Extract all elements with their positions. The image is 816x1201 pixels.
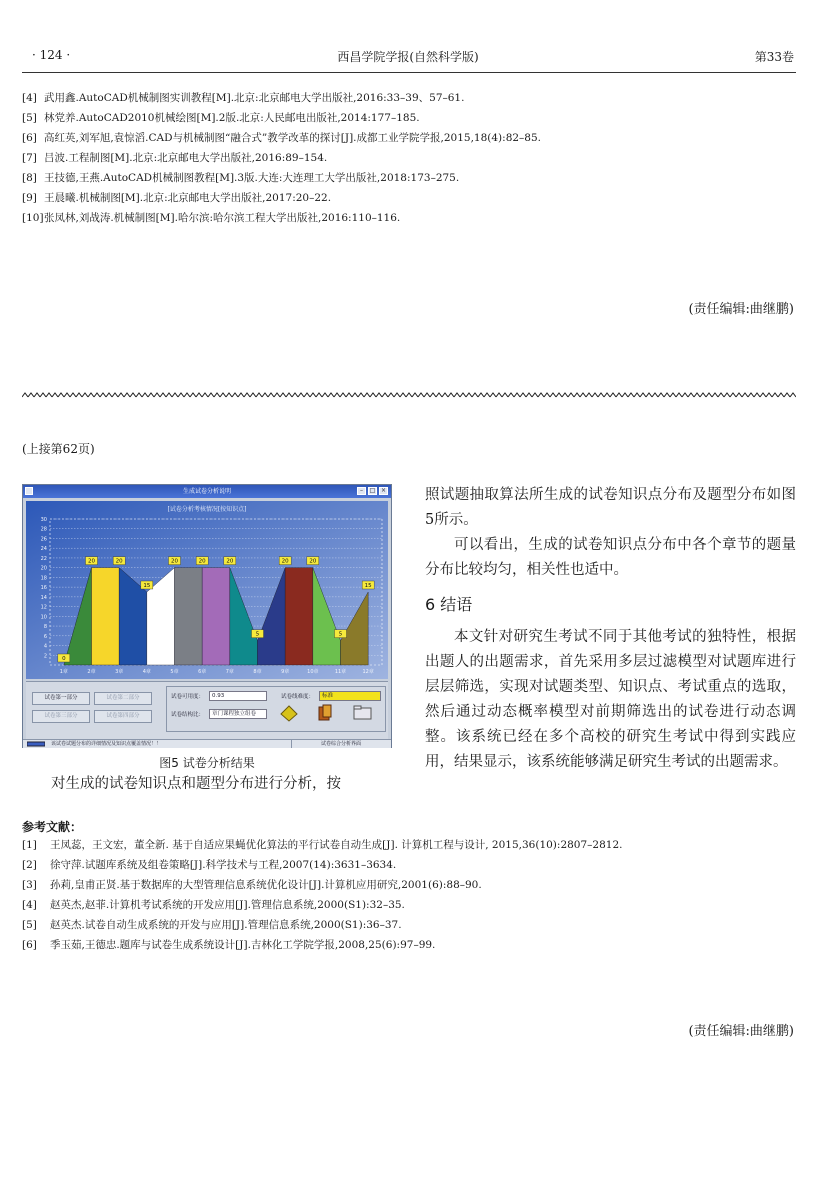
y-tick-label: 8 [43,624,47,631]
reference-item [22,858,396,872]
reference-text: 王晨曦.机械制图[M].北京:北京邮电大学出版社,2017:20–22. [44,192,332,204]
app-icon [25,487,33,495]
data-label: 20 [171,558,178,565]
tab-part-1[interactable]: 试卷第一部分 [32,692,90,705]
x-tick-label: 2章 [87,669,96,675]
right-paragraph-1: 照试题抽取算法所生成的试卷知识点分布及题型分布如图5所示。 [425,487,796,528]
data-label: 20 [281,558,289,565]
y-tick-label: 10 [40,614,47,621]
section-heading: 6 结语 [425,595,473,614]
y-tick-label: 2 [43,653,47,660]
reference-text: 高红英,刘军旭,袁惊滔.CAD与机械制图“融合式”教学改革的探讨[J].成都工业学院学报,2015,18(4):82–85. [44,132,542,144]
status-indicator-icon [27,741,45,747]
reference-item [22,111,420,125]
data-label: 15 [364,583,372,589]
journal-title: 西昌学院学报(自然科学版) [337,50,479,64]
area-segment-5 [175,568,203,665]
reference-item [22,838,622,852]
data-label: 20 [226,558,234,565]
data-label: 5 [255,631,260,638]
reference-text: 赵英杰.试卷自动生成系统的开发与应用[J].管理信息系统,2000(S1):36–37. [50,919,402,931]
reference-item [22,131,541,145]
reference-number: [10] [22,212,44,224]
area-segment-6 [202,568,230,665]
reference-item [22,91,464,105]
status-left-text: 该试卷试题分布的详细情况及知识点覆盖情况！！ [51,741,162,747]
field-structure-input[interactable]: 章门课程独立组卷 [209,709,267,719]
editor-note-bottom: (责任编辑:曲继鹏) [688,1024,794,1039]
analysis-group [166,686,386,732]
references-heading: 参考文献： [22,820,83,834]
y-tick-label: 16 [40,585,47,592]
minimize-icon[interactable]: – [357,487,366,495]
controls-panel [26,681,388,740]
y-tick-label: 14 [40,594,47,601]
reference-number: [3] [22,879,37,891]
reference-number: [5] [22,919,37,931]
data-label: 20 [115,558,123,565]
x-tick-label: 6章 [198,669,207,675]
conclusion-paragraph: 本文针对研究生考试不同于其他考试的独特性，根据出题人的出题需求，首先采用多层过滤模型对试题库进行层层筛选，实现对试题类型、知识点、考试重点的选取，然后通过动态概率模型对前期筛选出的试卷进行动态调整。该系统已经在多个高校的研究生考试中得到实践应用，结果显示，该系统能够满足研究生考试的出题需求。 [425,629,796,770]
field-usability-label: 试卷可用度： [171,694,205,700]
folder-icon[interactable] [353,705,373,721]
x-tick-label: 4章 [142,669,151,675]
reference-number: [5] [22,112,37,124]
reference-item [22,191,331,205]
continued-note: (上接第62页) [22,442,95,456]
tab-part-4[interactable]: 试卷第四部分 [94,710,152,723]
status-right-text: 试卷综合分析界面 [291,740,390,748]
left-column-paragraph: 对生成的试卷知识点和题型分布进行分析，按 [51,776,341,792]
y-tick-label: 28 [40,526,47,533]
data-label: 20 [88,558,95,565]
y-tick-label: 4 [43,643,47,650]
reference-text: 王技德,王燕.AutoCAD机械制图教程[M].3版.大连:大连理工大学出版社,2018:173–275. [44,172,460,184]
y-tick-label: 26 [40,536,47,543]
reference-number: [6] [22,132,37,144]
window-titlebar [23,485,391,498]
reference-item [22,878,482,892]
reference-item [22,918,402,932]
field-usability-input[interactable]: 0.93 [209,691,267,701]
x-tick-label: 11章 [334,669,347,675]
reference-number: [9] [22,192,37,204]
reference-item [22,898,405,912]
y-tick-label: 18 [40,575,47,582]
reference-text: 孙莉,皇甫正贤.基于数据库的大型管理信息系统优化设计[J].计算机应用研究,2001(6):88–90. [50,879,482,891]
y-tick-label: 20 [40,565,47,572]
field-difficulty-label: 试卷线难度： [281,694,315,700]
reference-text: 赵英杰,赵菲.计算机考试系统的开发应用[J].管理信息系统,2000(S1):32–35. [50,899,405,911]
x-tick-label: 7章 [225,669,234,675]
knowledge-point-chart [26,501,388,679]
x-tick-label: 5章 [170,669,179,675]
reference-text: 林党养.AutoCAD2010机械绘图[M].2版.北京:人民邮电出版社,2014:177–185. [44,112,420,124]
reference-number: [2] [22,859,37,871]
reference-text: 吕波.工程制图[M].北京:北京邮电大学出版社,2016:89–154. [44,152,328,164]
reference-item [22,151,327,165]
close-icon[interactable]: × [380,487,387,494]
data-label: 20 [198,558,206,565]
reference-text: 季玉茹,王德忠.题库与试卷生成系统设计[J].吉林化工学院学报,2008,25(6):97–99. [50,939,436,951]
chart-title: [试卷分析考核情况[按知识点] [167,506,247,513]
window-title: 生成试卷分析说明 [182,488,231,495]
y-tick-label: 24 [40,546,47,553]
status-bar [23,739,391,748]
x-tick-label: 3章 [115,669,124,675]
reference-item [22,171,459,185]
reference-text: 王凤蕊，王文宏，董全新. 基于自适应果蝇优化算法的平行试卷自动生成[J]. 计算机工程与设计, 2015,36(10):2807–2812. [50,839,623,851]
data-label: 5 [338,631,343,638]
data-label: 0 [62,656,66,662]
reference-number: [8] [22,172,37,184]
editor-note-top: (责任编辑:曲继鹏) [688,302,794,317]
x-tick-label: 12章 [362,669,374,675]
reference-item [22,938,435,952]
reference-text: 张凤林,刘战涛.机械制图[M].哈尔滨:哈尔滨工程大学出版社,2016:110–116. [44,212,401,224]
area-segment-2 [92,568,120,665]
reference-text: 武用鑫.AutoCAD机械制图实训教程[M].北京:北京邮电大学出版社,2016:33–39、57–61. [44,92,465,104]
x-tick-label: 10章 [307,669,319,675]
data-label: 20 [309,558,317,565]
reference-number: [6] [22,939,37,951]
analysis-screenshot [22,484,392,748]
x-tick-label: 8章 [253,669,262,675]
y-tick-label: 6 [43,633,47,640]
page-number: · 124 · [32,48,71,62]
y-tick-label: 22 [40,555,47,562]
field-structure-label: 试卷结构比： [171,712,205,718]
reference-number: [4] [22,899,37,911]
reference-number: [1] [22,839,37,851]
tab-part-2[interactable]: 试卷第二部分 [94,692,152,705]
reference-item [22,211,400,225]
reference-number: [7] [22,152,37,164]
figure-caption: 图5 试卷分析结果 [159,756,255,770]
volume-label: 第33卷 [754,50,794,64]
reference-text: 徐守萍.试题库系统及组卷策略[J].科学技术与工程,2007(14):3631–3634. [50,859,397,871]
book-icon[interactable] [317,704,335,722]
maximize-icon[interactable]: □ [369,487,376,494]
wavy-divider [22,392,796,398]
header-rule [22,72,796,73]
pencil-icon[interactable] [279,704,299,722]
tab-part-3[interactable]: 试卷第三部分 [32,710,90,723]
field-difficulty-input[interactable]: 标准 [319,691,381,701]
x-tick-label: 1章 [59,669,68,675]
data-label: 15 [143,583,151,589]
reference-number: [4] [22,92,37,104]
area-segment-9 [285,568,313,665]
right-paragraph-2: 可以看出，生成的试卷知识点分布中各个章节的题量分布比较均匀，相关性也适中。 [425,537,796,578]
y-tick-label: 30 [40,517,47,523]
y-tick-label: 12 [40,604,47,611]
x-tick-label: 9章 [281,669,290,675]
